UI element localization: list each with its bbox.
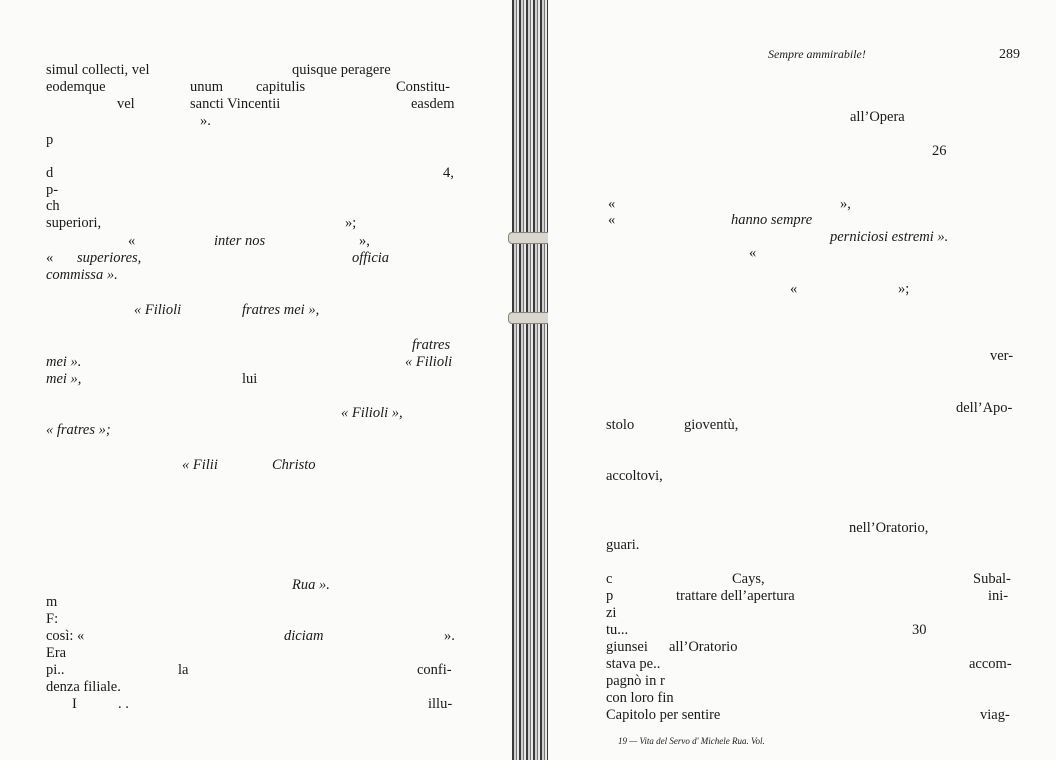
text-line: 30 [912, 622, 927, 638]
text-line: », [359, 233, 370, 249]
text-line: ver- [990, 348, 1014, 364]
text-line: Rua ». [292, 577, 330, 593]
text-line: denza filiale. [46, 679, 121, 695]
text-line: inter nos [214, 233, 266, 249]
text-line: 26 [932, 143, 947, 159]
text-line: vel [117, 96, 135, 112]
text-line: illu- [428, 696, 453, 712]
text-line: p [46, 132, 54, 148]
text-line: Capitolo per sentire [606, 707, 721, 723]
page-footer: 19 — Vita del Servo d' Michele Rua. Vol. [618, 736, 765, 746]
text-line: superiores, [77, 250, 142, 266]
text-line: con loro fin [606, 690, 674, 706]
text-line: lui [242, 371, 258, 387]
text-line: la [178, 662, 189, 678]
text-line: « Filioli », [341, 405, 403, 421]
text-line: p [606, 588, 614, 604]
text-line: « fratres »; [46, 422, 111, 438]
text-line: guari. [606, 537, 640, 553]
text-line: tu... [606, 622, 629, 638]
text-line: officia [352, 250, 390, 266]
text-line: così: « [46, 628, 85, 644]
text-line: ». [200, 113, 211, 129]
text-line: pagnò in r [606, 673, 665, 689]
text-line: hanno sempre [731, 212, 813, 228]
page-number: 289 [999, 47, 1020, 62]
book-spine [512, 0, 548, 760]
text-line: quisque peragere [292, 62, 391, 78]
text-line: sancti Vincentii [190, 96, 281, 112]
text-line: « [608, 196, 616, 212]
text-line: all’Oratorio [669, 639, 738, 655]
text-line: zi [606, 605, 617, 621]
text-line: ». [444, 628, 455, 644]
text-line: eodemque [46, 79, 106, 95]
right-page [548, 0, 1056, 760]
text-line: ch [46, 198, 60, 214]
text-line: unum [190, 79, 224, 95]
text-line: easdem [411, 96, 455, 112]
text-line: nell’Oratorio, [849, 520, 929, 536]
text-line: stolo [606, 417, 635, 433]
text-line: I [72, 696, 77, 712]
text-line: »; [898, 281, 910, 297]
text-line: confi- [417, 662, 452, 678]
text-line: d [46, 165, 54, 181]
text-line: Cays, [732, 571, 765, 587]
text-line: giunsei [606, 639, 648, 655]
text-line: mei », [46, 371, 82, 387]
text-line: trattare dell’apertura [676, 588, 795, 604]
running-head: Sempre ammirabile! [768, 47, 866, 61]
text-line: all’Opera [850, 109, 905, 125]
text-line: perniciosi estremi ». [830, 229, 949, 245]
text-line: c [606, 571, 613, 587]
text-line: simul collecti, vel [46, 62, 150, 78]
text-line: « [128, 233, 136, 249]
text-line: »; [345, 215, 357, 231]
text-line: « [46, 250, 54, 266]
text-line: », [840, 196, 851, 212]
text-line: viag- [980, 707, 1010, 723]
text-line: superiori, [46, 215, 102, 231]
text-line: diciam [284, 628, 324, 644]
text-line: commissa ». [46, 267, 118, 283]
text-line: p- [46, 182, 59, 198]
text-line: Constitu- [396, 79, 450, 95]
left-page [0, 0, 512, 760]
text-line: « Filioli [134, 302, 182, 318]
text-line: pi.. [46, 662, 65, 678]
text-line: « [749, 245, 757, 261]
text-line: gioventù, [684, 417, 739, 433]
text-line: 4, [443, 165, 454, 181]
text-line: capitulis [256, 79, 306, 95]
text-line: Christo [272, 457, 316, 473]
text-line: F: [46, 611, 59, 627]
text-line: fratres [412, 337, 451, 353]
text-line: . . [118, 696, 129, 712]
text-line: m [46, 594, 58, 610]
text-line: « [608, 212, 616, 228]
text-line: « [790, 281, 798, 297]
text-line: Era [46, 645, 67, 661]
text-line: fratres mei », [242, 302, 320, 318]
text-line: mei ». [46, 354, 82, 370]
text-line: « Filii [182, 457, 218, 473]
text-line: Subal- [973, 571, 1011, 587]
text-line: « Filioli [405, 354, 453, 370]
text-line: stava pe.. [606, 656, 661, 672]
text-line: accoltovi, [606, 468, 663, 484]
text-line: dell’Apo- [956, 400, 1013, 416]
text-line: accom- [969, 656, 1012, 672]
text-line: ini- [988, 588, 1009, 604]
